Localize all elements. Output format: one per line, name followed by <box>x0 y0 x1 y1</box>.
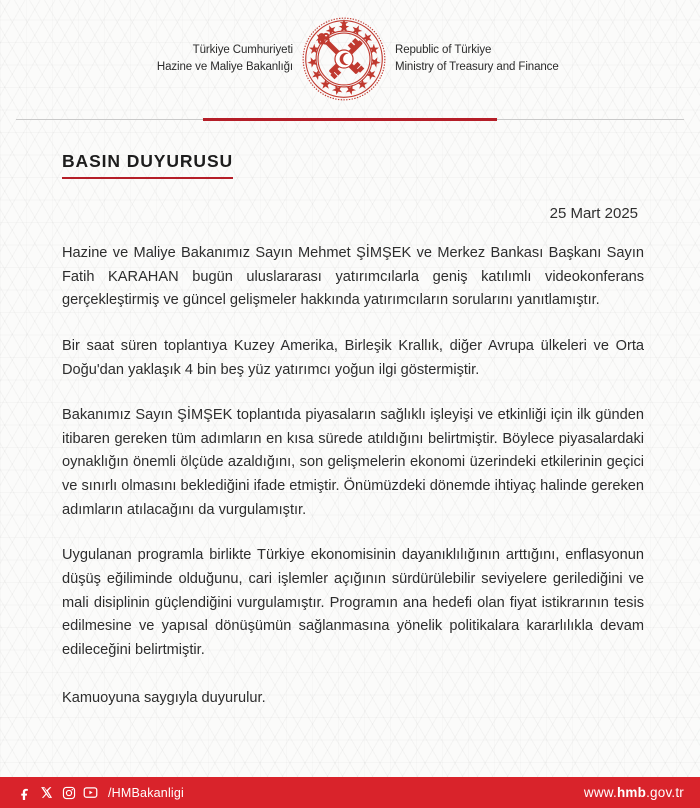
document-date: 25 Mart 2025 <box>549 205 638 222</box>
closing-statement: Kamuoyuna saygıyla duyurulur. <box>62 689 266 706</box>
paragraph-2: Bir saat süren toplantıya Kuzey Amerika, Birleşik Krallık, diğer Avrupa ülkeleri ve Orta Doğu'dan yaklaşık 4 bin beş yüz yatırımcı yoğun ilgi göstermiştir. <box>62 337 644 378</box>
x-twitter-icon[interactable] <box>39 785 54 800</box>
ministry-name-english-line2: Ministry of Treasury and Finance <box>395 61 559 73</box>
ministry-name-turkish-line1: Türkiye Cumhuriyeti <box>192 44 293 57</box>
document-header <box>0 0 700 118</box>
ministry-name-turkish <box>145 42 293 75</box>
document-body <box>0 121 700 710</box>
paragraph-4: Uygulanan programla birlikte Türkiye ekonomisinin dayanıklılığının arttığını, enflasyonun düşüş eğiliminde olduğunu, cari işlemler açığının sürdürülebilir seviyelere gerilediğini ve mali disiplinin güçlendiğini vurgulamıştır. Programın ana hedefi olan fiyat istikrarının tesis edilmesine ve yapısal dönüşümün sağlanmasına yönelik politikalara kararlılıkla devam edileceğini belirtmiştir. <box>62 547 644 658</box>
ministry-name-english <box>395 42 559 75</box>
website-url[interactable] <box>584 785 684 800</box>
paragraph-3: Bakanımız Sayın ŞİMŞEK toplantıda piyasaların sağlıklı işleyişi ve etkinliği için ilk günden itibaren gereken tüm adımların en kısa sürede atıldığını belirtmiştir. Böylece piyasalardaki oynaklığın önemli ölçüde azaldığını, son gelişmelerin ekonomi üzerindeki etkilerinin geçici ve sınırlı olmasını beklediğini ifade etmiştir. Önümüzdeki dönemde ihtiyaç halinde gereken adımların atılacağını da vurgulamıştır. <box>62 407 644 518</box>
header-divider <box>16 118 684 121</box>
instagram-icon[interactable] <box>61 785 76 800</box>
footer-social-group <box>17 785 184 800</box>
turkish-ministry-emblem-icon <box>301 16 387 102</box>
ministry-name-english-line1: Republic of Türkiye <box>395 44 492 57</box>
ministry-name-turkish-line2: Hazine ve Maliye Bakanlığı <box>156 61 293 73</box>
paragraph-1: Hazine ve Maliye Bakanımız Sayın Mehmet ŞİMŞEK ve Merkez Bankası Başkanı Sayın Fatih KARAHAN bugün uluslararası yatırımcılarla geniş katılımlı videokonferans gerçekleştirmiş ve güncel gelişmeler hakkında yatırımcıların sorularını yanıtlamıştır. <box>62 245 644 309</box>
document-footer <box>0 777 700 808</box>
divider-red-accent <box>203 118 497 121</box>
youtube-icon[interactable] <box>83 785 98 800</box>
facebook-icon[interactable] <box>17 785 32 800</box>
website-prefix: www. <box>583 785 617 800</box>
page-title-wrap <box>62 151 644 179</box>
website-suffix: .gov.tr <box>646 785 684 800</box>
website-brand: hmb <box>616 785 647 800</box>
page-title: BASIN DUYURUSU <box>62 151 233 179</box>
social-handle[interactable]: /HMBakanligi <box>108 785 185 800</box>
